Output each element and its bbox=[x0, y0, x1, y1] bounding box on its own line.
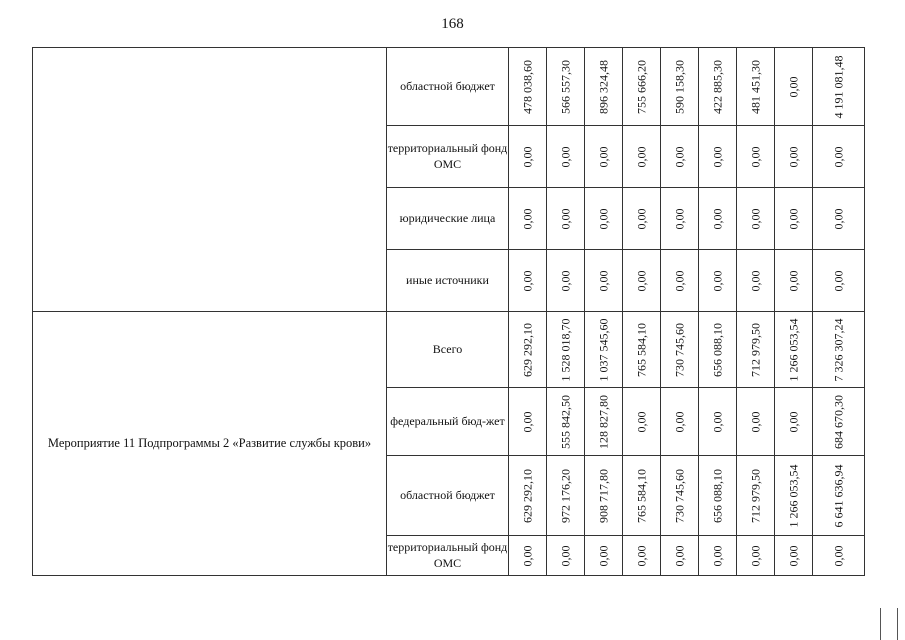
value-text: 0,00 bbox=[786, 411, 800, 432]
value-text: 0,00 bbox=[672, 411, 686, 432]
value-text: 712 979,50 bbox=[748, 322, 762, 377]
value-cell bbox=[661, 388, 699, 456]
value-text: 0,00 bbox=[710, 545, 724, 566]
funding-source-cell: областной бюджет bbox=[387, 48, 509, 126]
value-text: 0,00 bbox=[748, 146, 762, 167]
funding-source-cell: юридические лица bbox=[387, 188, 509, 250]
value-text: 972 176,20 bbox=[558, 468, 572, 523]
value-cell bbox=[547, 312, 585, 388]
value-text: 0,00 bbox=[520, 411, 534, 432]
value-cell bbox=[775, 250, 813, 312]
value-cell bbox=[699, 126, 737, 188]
value-text: 0,00 bbox=[748, 270, 762, 291]
value-text: 0,00 bbox=[710, 411, 724, 432]
value-text: 0,00 bbox=[634, 208, 648, 229]
value-cell bbox=[661, 456, 699, 536]
value-text: 908 717,80 bbox=[596, 468, 610, 523]
value-text: 0,00 bbox=[710, 270, 724, 291]
value-text: 0,00 bbox=[672, 270, 686, 291]
value-text: 629 292,10 bbox=[520, 468, 534, 523]
value-cell bbox=[737, 250, 775, 312]
previous-event-cell bbox=[33, 48, 387, 312]
value-cell bbox=[775, 388, 813, 456]
value-cell bbox=[547, 250, 585, 312]
value-text: 566 557,30 bbox=[558, 59, 572, 114]
value-text: 0,00 bbox=[786, 545, 800, 566]
value-cell bbox=[585, 388, 623, 456]
value-text: 590 158,30 bbox=[672, 59, 686, 114]
table-row bbox=[33, 312, 865, 388]
value-text: 0,00 bbox=[634, 270, 648, 291]
value-cell bbox=[775, 312, 813, 388]
value-cell bbox=[623, 388, 661, 456]
value-cell bbox=[661, 126, 699, 188]
value-cell bbox=[737, 188, 775, 250]
value-text: 0,00 bbox=[786, 270, 800, 291]
value-text: 0,00 bbox=[786, 146, 800, 167]
value-text: 0,00 bbox=[634, 146, 648, 167]
value-text: 0,00 bbox=[672, 208, 686, 229]
value-text: 0,00 bbox=[596, 545, 610, 566]
value-text: 422 885,30 bbox=[710, 59, 724, 114]
value-text: 0,00 bbox=[520, 146, 534, 167]
value-cell bbox=[623, 312, 661, 388]
value-text: 0,00 bbox=[831, 270, 845, 291]
value-cell bbox=[585, 536, 623, 576]
value-cell bbox=[813, 388, 865, 456]
value-cell bbox=[699, 188, 737, 250]
value-text: 712 979,50 bbox=[748, 468, 762, 523]
value-cell bbox=[813, 312, 865, 388]
value-cell bbox=[699, 388, 737, 456]
funding-source-cell: территориальный фонд ОМС bbox=[387, 126, 509, 188]
value-text: 0,00 bbox=[596, 146, 610, 167]
value-cell bbox=[737, 536, 775, 576]
value-cell bbox=[547, 126, 585, 188]
value-cell bbox=[585, 48, 623, 126]
value-cell bbox=[585, 250, 623, 312]
table-row bbox=[33, 48, 865, 126]
value-text: 629 292,10 bbox=[520, 322, 534, 377]
value-text: 896 324,48 bbox=[596, 59, 610, 114]
value-text: 1 266 053,54 bbox=[786, 464, 800, 527]
value-cell bbox=[737, 456, 775, 536]
value-text: 656 088,10 bbox=[710, 322, 724, 377]
value-cell bbox=[547, 188, 585, 250]
value-cell bbox=[661, 48, 699, 126]
value-cell bbox=[813, 126, 865, 188]
value-cell bbox=[661, 312, 699, 388]
value-cell bbox=[547, 456, 585, 536]
value-text: 0,00 bbox=[558, 146, 572, 167]
page-number: 168 bbox=[441, 16, 464, 32]
value-cell bbox=[813, 456, 865, 536]
budget-table bbox=[32, 47, 865, 576]
value-cell bbox=[509, 48, 547, 126]
value-cell bbox=[509, 456, 547, 536]
value-cell bbox=[813, 536, 865, 576]
value-cell bbox=[775, 188, 813, 250]
value-text: 0,00 bbox=[596, 270, 610, 291]
value-text: 0,00 bbox=[786, 76, 800, 97]
value-cell bbox=[775, 48, 813, 126]
value-text: 0,00 bbox=[634, 411, 648, 432]
value-text: 1 528 018,70 bbox=[558, 318, 572, 381]
value-text: 730 745,60 bbox=[672, 468, 686, 523]
value-text: 7 326 307,24 bbox=[831, 318, 845, 381]
value-text: 1 037 545,60 bbox=[596, 318, 610, 381]
value-text: 0,00 bbox=[748, 208, 762, 229]
value-cell bbox=[699, 456, 737, 536]
value-text: 0,00 bbox=[672, 146, 686, 167]
funding-source-cell: Всего bbox=[387, 312, 509, 388]
value-text: 0,00 bbox=[672, 545, 686, 566]
value-cell bbox=[623, 48, 661, 126]
value-text: 6 641 636,94 bbox=[831, 464, 845, 527]
value-cell bbox=[737, 126, 775, 188]
value-cell bbox=[623, 536, 661, 576]
value-text: 0,00 bbox=[520, 270, 534, 291]
value-cell bbox=[509, 388, 547, 456]
value-cell bbox=[509, 188, 547, 250]
value-cell bbox=[547, 388, 585, 456]
value-text: 0,00 bbox=[558, 270, 572, 291]
value-cell bbox=[509, 536, 547, 576]
value-text: 0,00 bbox=[710, 208, 724, 229]
value-text: 0,00 bbox=[831, 146, 845, 167]
value-cell bbox=[775, 456, 813, 536]
value-cell bbox=[509, 250, 547, 312]
value-text: 0,00 bbox=[786, 208, 800, 229]
value-text: 0,00 bbox=[634, 545, 648, 566]
value-text: 755 666,20 bbox=[634, 59, 648, 114]
value-text: 765 584,10 bbox=[634, 322, 648, 377]
value-text: 0,00 bbox=[520, 208, 534, 229]
value-cell bbox=[699, 536, 737, 576]
value-text: 0,00 bbox=[520, 545, 534, 566]
value-text: 4 191 081,48 bbox=[831, 55, 845, 118]
value-text: 478 038,60 bbox=[520, 59, 534, 114]
value-text: 730 745,60 bbox=[672, 322, 686, 377]
value-text: 0,00 bbox=[710, 146, 724, 167]
funding-source-cell: территориальный фонд ОМС bbox=[387, 536, 509, 576]
value-cell bbox=[699, 312, 737, 388]
value-cell bbox=[547, 48, 585, 126]
value-cell bbox=[737, 48, 775, 126]
value-cell bbox=[623, 456, 661, 536]
value-text: 0,00 bbox=[748, 545, 762, 566]
value-text: 555 842,50 bbox=[558, 394, 572, 449]
value-cell bbox=[813, 188, 865, 250]
value-cell bbox=[813, 48, 865, 126]
value-cell bbox=[585, 188, 623, 250]
value-cell bbox=[623, 188, 661, 250]
value-text: 0,00 bbox=[831, 208, 845, 229]
value-cell bbox=[775, 126, 813, 188]
funding-source-cell: федеральный бюд-жет bbox=[387, 388, 509, 456]
value-cell bbox=[585, 126, 623, 188]
value-cell bbox=[813, 250, 865, 312]
value-cell bbox=[699, 48, 737, 126]
value-cell bbox=[737, 388, 775, 456]
value-cell bbox=[737, 312, 775, 388]
value-text: 765 584,10 bbox=[634, 468, 648, 523]
value-cell bbox=[509, 126, 547, 188]
value-text: 0,00 bbox=[748, 411, 762, 432]
value-cell bbox=[585, 456, 623, 536]
value-text: 1 266 053,54 bbox=[786, 318, 800, 381]
value-text: 481 451,30 bbox=[748, 59, 762, 114]
value-text: 0,00 bbox=[596, 208, 610, 229]
scan-edge-mark bbox=[897, 608, 898, 640]
value-text: 0,00 bbox=[558, 545, 572, 566]
value-cell bbox=[509, 312, 547, 388]
value-cell bbox=[547, 536, 585, 576]
scan-edge-mark bbox=[880, 608, 881, 640]
value-cell bbox=[661, 250, 699, 312]
value-cell bbox=[775, 536, 813, 576]
value-cell bbox=[661, 188, 699, 250]
value-text: 0,00 bbox=[831, 545, 845, 566]
value-cell bbox=[661, 536, 699, 576]
event-name-cell: Мероприятие 11 Подпрограммы 2 «Развитие службы крови» bbox=[33, 312, 387, 576]
value-cell bbox=[623, 250, 661, 312]
value-text: 684 670,30 bbox=[831, 394, 845, 449]
value-cell bbox=[585, 312, 623, 388]
value-text: 0,00 bbox=[558, 208, 572, 229]
value-cell bbox=[623, 126, 661, 188]
funding-source-cell: областной бюджет bbox=[387, 456, 509, 536]
funding-source-cell: иные источники bbox=[387, 250, 509, 312]
value-text: 128 827,80 bbox=[596, 394, 610, 449]
value-cell bbox=[699, 250, 737, 312]
value-text: 656 088,10 bbox=[710, 468, 724, 523]
